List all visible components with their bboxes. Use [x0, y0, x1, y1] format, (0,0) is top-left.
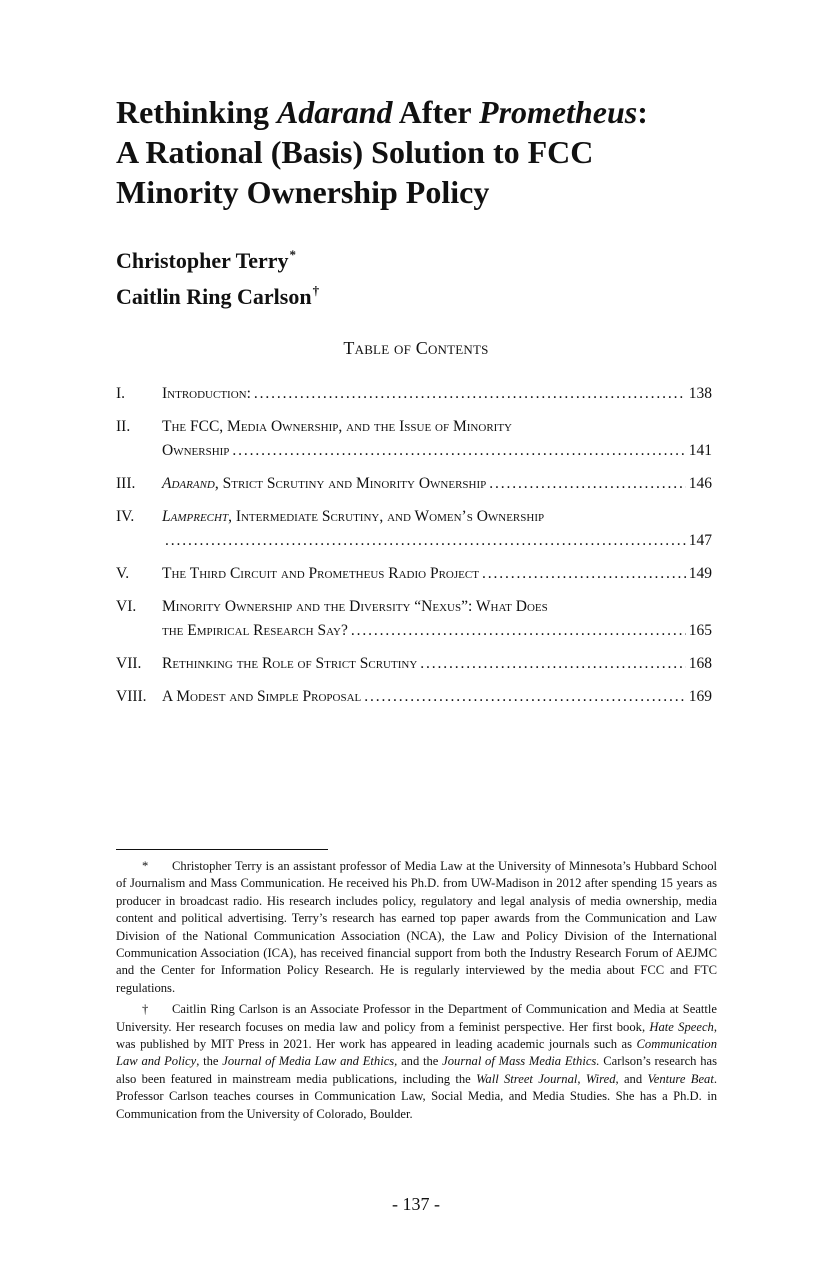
toc-page-number: 169: [688, 688, 712, 705]
footnote-marker[interactable]: *: [289, 247, 297, 262]
footnote-text: , and: [615, 1071, 648, 1086]
footnote-text: Carlson’s research has also been featured in mainstream media publications, including the: [116, 1054, 717, 1086]
toc-page-number: 168: [688, 655, 712, 672]
footnote-mark: †: [142, 1002, 149, 1017]
toc-entry-title: The FCC, Media Ownership, and the Issue of Minority: [162, 418, 512, 435]
footnote-italic: Wall Street Journal: [476, 1071, 578, 1086]
title-text: :: [637, 94, 648, 130]
footnote-marker[interactable]: †: [312, 283, 320, 298]
toc-entry-number: IV.: [116, 508, 135, 525]
toc-leader-dots: [165, 529, 686, 553]
footnote-italic: Journal of Media Law and Ethics,: [222, 1054, 398, 1069]
footnote-italic: Communication Law and Policy: [116, 1037, 717, 1069]
author-name: Caitlin Ring Carlson: [116, 284, 312, 309]
toc-leader-dots: [420, 652, 685, 676]
toc-entry-number: VIII.: [116, 688, 147, 705]
title-line-2: A Rational (Basis) Solution to FCC: [116, 134, 594, 170]
toc-entry-title: A Modest and Simple Proposal: [162, 688, 362, 705]
toc-leader-dots: [254, 382, 686, 406]
footnote-italic: Venture Beat: [647, 1071, 714, 1086]
title-line-3: Minority Ownership Policy: [116, 174, 490, 210]
footnote-text: . Professor Carlson teaches courses in Communication Law, Social Media, and Media Studies. She has a Ph.D. in Communication from the University of Colorado, Boulder.: [116, 1071, 717, 1121]
title-italic-adarand: Adarand: [276, 94, 393, 130]
author-carlson: [116, 276, 319, 312]
footnote-text: Christopher Terry is an assistant professor of Media Law at the University of Minnesota’s Hubbard School of Journalism and Mass Communication. He received his Ph.D. from UW-Madison in 2012 after spending 15 years as producer in broadcast radio. His research includes policy, regulatory and legal analysis of media ownership, media content and political advertising. Terry’s research has earned top paper awards from the Communication and Law Division of the National Communication Association (NCA), the Law and Policy Division of the International Communication Association (ICA), has received financial support from both the Industry Research Forum of AEJMC and the Center for Information Policy Research. He is regularly interviewed by the media about FCC and FTC regulations.: [116, 859, 717, 995]
toc-entry-number: V.: [116, 565, 130, 582]
table-of-contents: [116, 382, 712, 718]
author-list: [116, 240, 319, 312]
toc-entry-title: Minority Ownership and the Diversity “Nexus”: What Does: [162, 598, 548, 615]
title-italic-prometheus: Prometheus: [479, 94, 638, 130]
footnote-italic: Hate Speech: [649, 1019, 714, 1034]
page-number: - 137 -: [392, 1194, 440, 1214]
title-text: Rethinking: [116, 94, 277, 130]
author-terry: [116, 240, 319, 276]
title-text: After: [392, 94, 480, 130]
title-line-1: [116, 92, 736, 132]
toc-entry-number: VI.: [116, 598, 137, 615]
toc-leader-dots: [364, 685, 685, 709]
toc-entry-title: the Empirical Research Say?: [162, 622, 348, 639]
footnote-text: , the: [196, 1054, 223, 1069]
toc-entry-third-circuit[interactable]: [116, 562, 712, 586]
footnote-text: , was published by MIT Press in 2021. Her work has appeared in leading academic journals such as: [116, 1019, 717, 1052]
footnote-text: Caitlin Ring Carlson is an Associate Professor in the Department of Communication and Media at Seattle University. Her research focuses on media law and policy from a feminist perspective. Her first book,: [116, 1002, 717, 1034]
toc-page-number: 149: [688, 565, 712, 582]
footnote-mark: *: [142, 859, 149, 873]
toc-entry-introduction[interactable]: [116, 382, 712, 406]
footnote-italic: Journal of Mass Media Ethics.: [442, 1054, 600, 1069]
toc-page-number: 146: [688, 475, 712, 492]
toc-entry-lamprecht[interactable]: [116, 505, 712, 553]
toc-entry-case-name: Adarand: [162, 475, 215, 492]
footnote-terry: [116, 858, 717, 997]
toc-leader-dots: [351, 619, 686, 643]
author-name: Christopher Terry: [116, 248, 289, 273]
toc-entry-rethinking-strict-scrutiny[interactable]: [116, 652, 712, 676]
toc-entry-modest-proposal[interactable]: [116, 685, 712, 709]
toc-entry-adarand[interactable]: [116, 472, 712, 496]
footnote-separator: [116, 849, 328, 850]
toc-entry-number: I.: [116, 385, 126, 402]
footnote-text: and the: [397, 1054, 443, 1069]
toc-entry-title: Rethinking the Role of Strict Scrutiny: [162, 655, 418, 672]
toc-leader-dots: [232, 439, 685, 463]
toc-entry-fcc-media-ownership[interactable]: [116, 415, 712, 463]
footnote-text: ,: [577, 1071, 586, 1086]
toc-entry-title: Ownership: [162, 442, 230, 459]
toc-entry-number: II.: [116, 418, 131, 435]
toc-heading: Table of Contents: [343, 338, 489, 358]
toc-entry-number: VII.: [116, 655, 142, 672]
toc-entry-title: , Strict Scrutiny and Minority Ownership: [214, 475, 487, 492]
toc-page-number: 147: [688, 532, 712, 549]
toc-leader-dots: [489, 472, 685, 496]
article-title: [116, 92, 736, 212]
toc-entry-title: Introduction:: [162, 385, 251, 402]
toc-entry-number: III.: [116, 475, 136, 492]
footnote-carlson: [116, 1001, 717, 1123]
toc-entry-title: , Intermediate Scrutiny, and Women’s Ownership: [228, 508, 545, 525]
toc-page-number: 165: [688, 622, 712, 639]
toc-page-number: 138: [688, 385, 712, 402]
toc-entry-diversity-nexus[interactable]: [116, 595, 712, 643]
footnotes: [116, 858, 717, 1127]
toc-leader-dots: [482, 562, 686, 586]
toc-entry-title: The Third Circuit and Prometheus Radio Project: [162, 565, 479, 582]
footnote-italic: Wired: [585, 1071, 616, 1086]
toc-page-number: 141: [688, 442, 712, 459]
toc-entry-case-name: Lamprecht: [162, 508, 229, 525]
